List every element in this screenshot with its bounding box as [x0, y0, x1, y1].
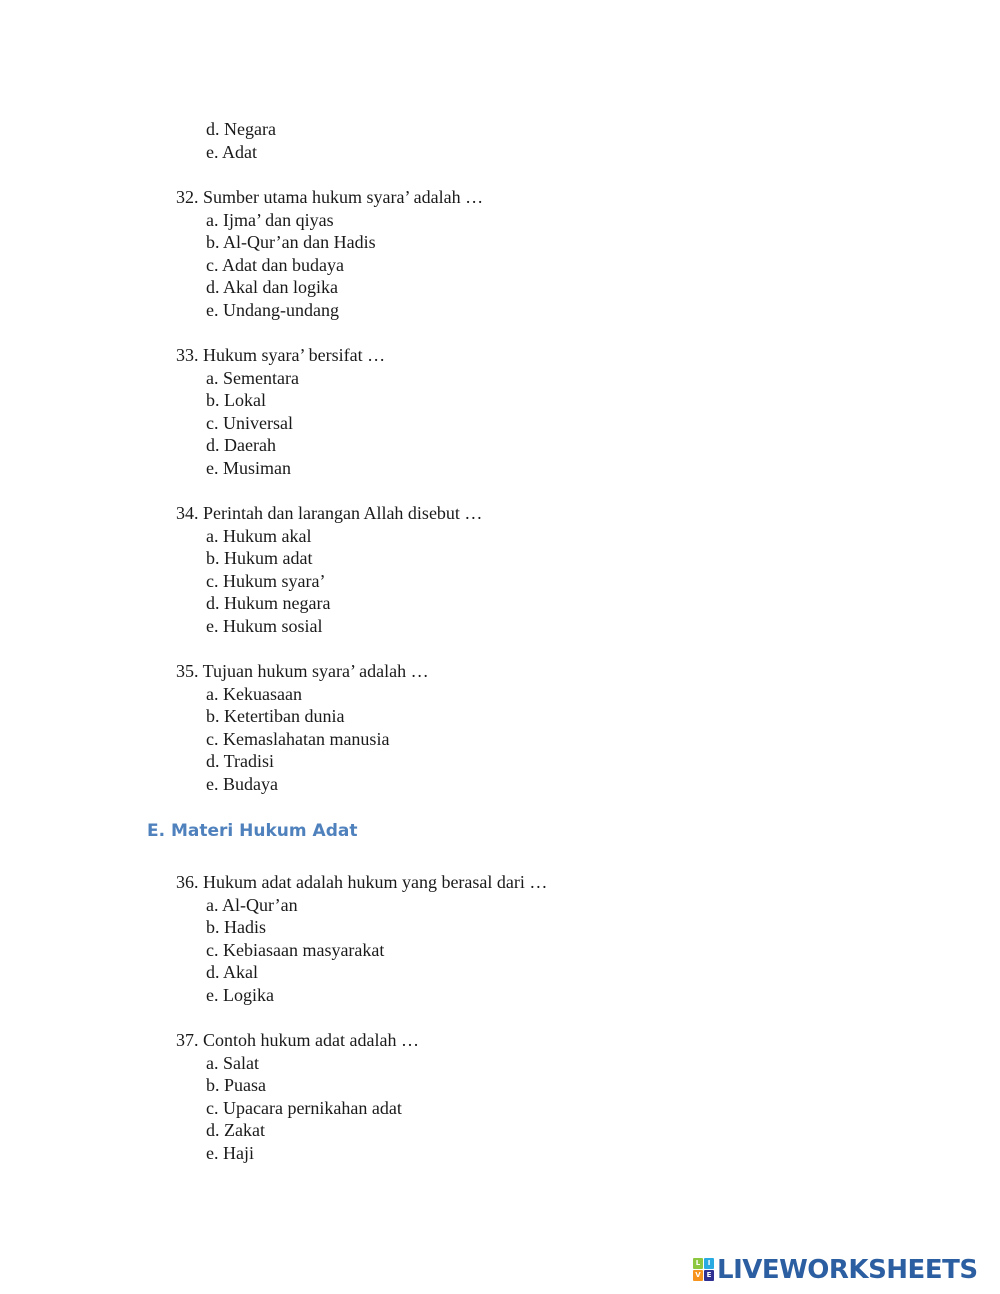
option-line: a. Ijma’ dan qiyas: [206, 210, 334, 230]
question-text: 37. Contoh hukum adat adalah …: [176, 1030, 419, 1050]
option-line: c. Universal: [206, 413, 293, 433]
option-line: c. Kebiasaan masyarakat: [206, 940, 385, 960]
question-text: 33. Hukum syara’ bersifat …: [176, 345, 386, 365]
option-line: d. Akal: [206, 962, 258, 982]
option-line: c. Upacara pernikahan adat: [206, 1098, 402, 1118]
question-text: 36. Hukum adat adalah hukum yang berasal dari …: [176, 872, 548, 892]
logo-tile-v: V: [693, 1270, 703, 1281]
option-line: d. Zakat: [206, 1120, 265, 1140]
option-line: b. Puasa: [206, 1075, 266, 1095]
option-line: e. Logika: [206, 985, 274, 1005]
option-line: b. Hadis: [206, 917, 266, 937]
option-line: e. Budaya: [206, 774, 278, 794]
question-text: 35. Tujuan hukum syara’ adalah …: [176, 661, 429, 681]
option-line: b. Hukum adat: [206, 548, 313, 568]
option-line: e. Hukum sosial: [206, 616, 323, 636]
option-line: e. Adat: [206, 142, 257, 162]
option-line: a. Hukum akal: [206, 526, 312, 546]
section-heading: E. Materi Hukum Adat: [147, 821, 358, 841]
option-line: a. Al-Qur’an: [206, 895, 298, 915]
option-line: c. Kemaslahatan manusia: [206, 729, 390, 749]
option-line: b. Lokal: [206, 390, 266, 410]
liveworksheets-logo: [693, 1256, 978, 1284]
option-line: d. Negara: [206, 119, 276, 139]
option-line: e. Musiman: [206, 458, 291, 478]
option-line: b. Ketertiban dunia: [206, 706, 345, 726]
question-text: 32. Sumber utama hukum syara’ adalah …: [176, 187, 484, 207]
option-line: c. Hukum syara’: [206, 571, 326, 591]
option-line: b. Al-Qur’an dan Hadis: [206, 232, 376, 252]
option-line: d. Daerah: [206, 435, 276, 455]
option-line: e. Haji: [206, 1143, 254, 1163]
option-line: e. Undang-undang: [206, 300, 339, 320]
option-line: a. Salat: [206, 1053, 259, 1073]
logo-tile-l: L: [693, 1258, 703, 1269]
option-line: d. Akal dan logika: [206, 277, 338, 297]
option-line: d. Tradisi: [206, 751, 275, 771]
question-text: 34. Perintah dan larangan Allah disebut …: [176, 503, 483, 523]
option-line: c. Adat dan budaya: [206, 255, 344, 275]
logo-mark-icon: [693, 1258, 715, 1282]
logo-tile-e: E: [704, 1270, 714, 1281]
option-line: a. Kekuasaan: [206, 684, 302, 704]
option-line: a. Sementara: [206, 368, 299, 388]
logo-wordmark: LIVEWORKSHEETS: [717, 1255, 978, 1285]
logo-tile-i: I: [704, 1258, 714, 1269]
option-line: d. Hukum negara: [206, 593, 331, 613]
